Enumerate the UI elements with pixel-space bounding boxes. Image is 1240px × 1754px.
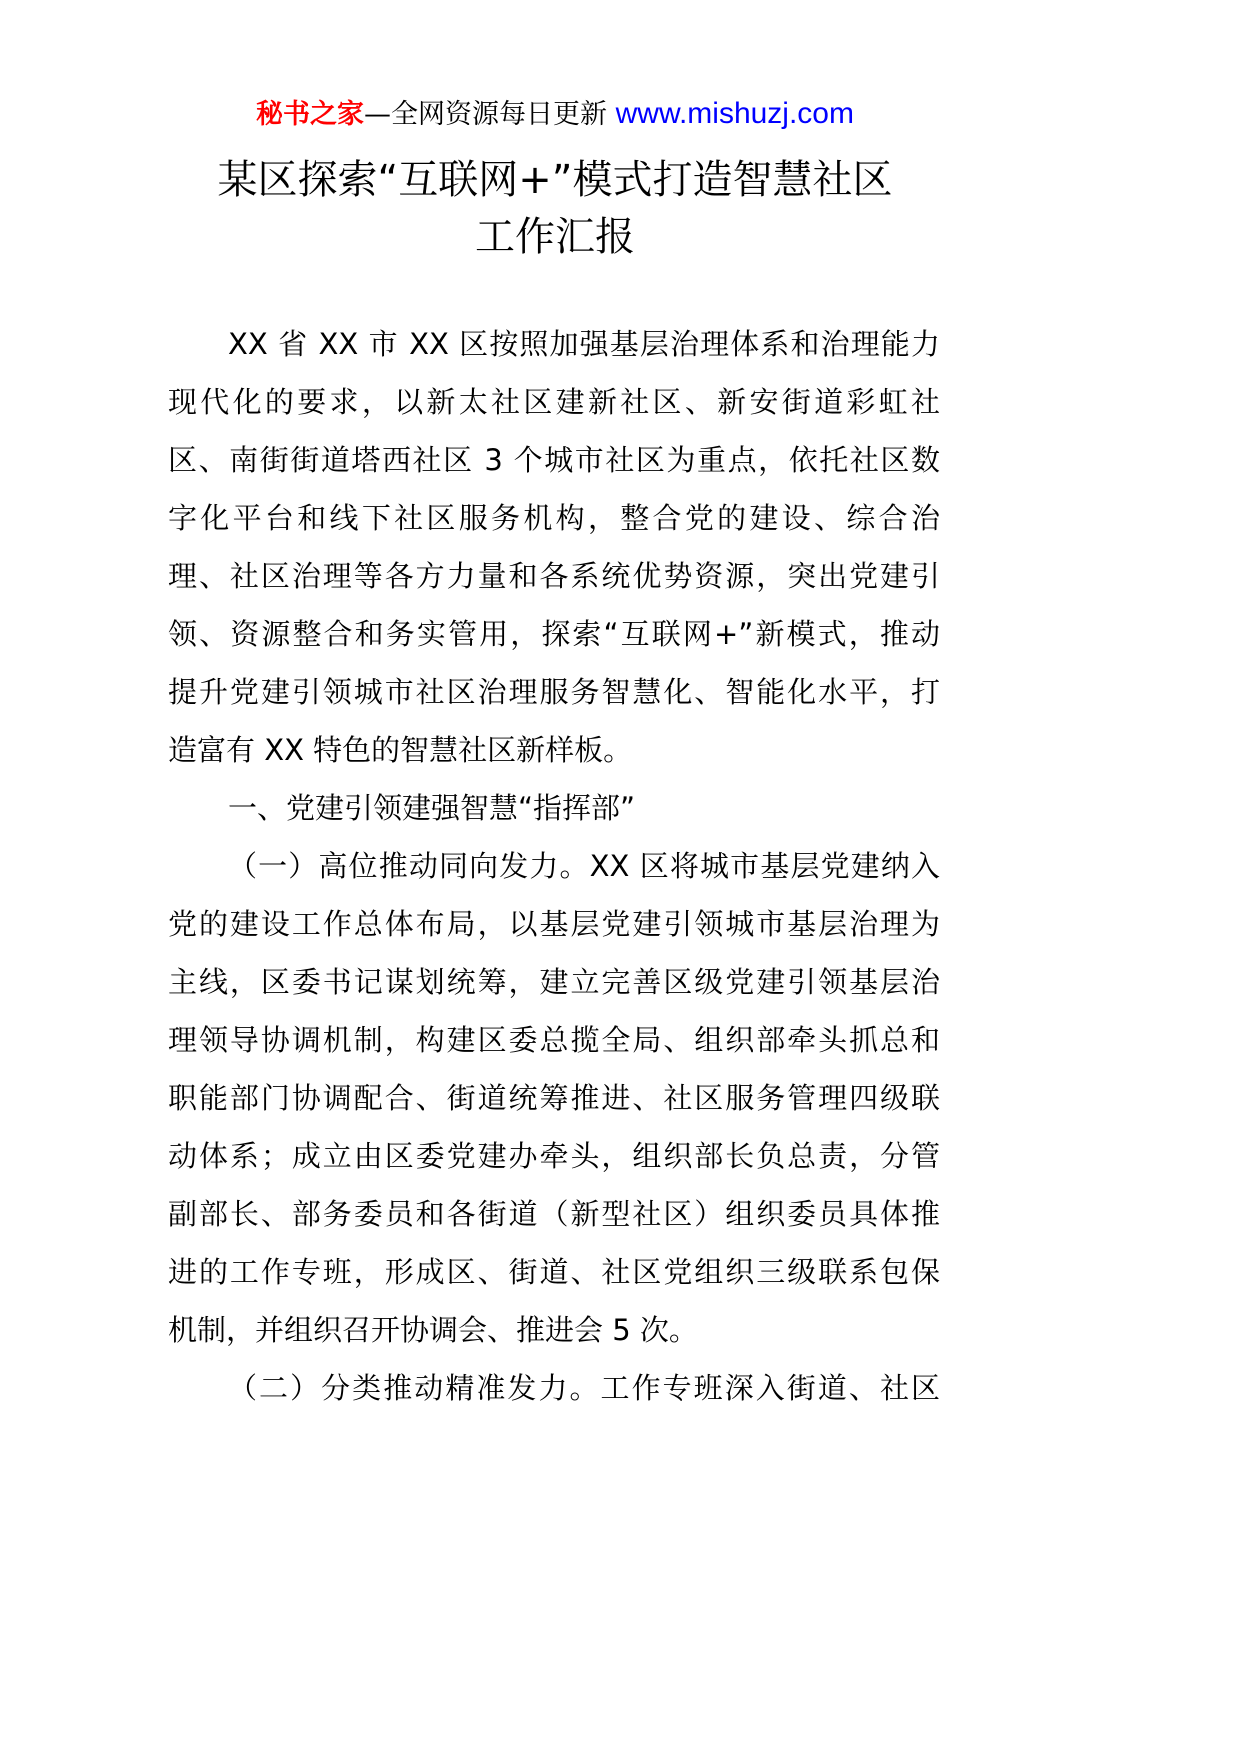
document-title-line-1: 某区探索“互联网+”模式打造智慧社区 (217, 157, 893, 203)
body-text-line: 党的建设工作总体布局，以基层党建引领城市基层治理为 (168, 907, 940, 941)
body-text-line: 字化平台和线下社区服务机构，整合党的建设、综合治 (168, 501, 940, 535)
site-brand: 秘书之家 (256, 99, 365, 130)
site-tagline: —全网资源每日更新 (364, 99, 616, 130)
body-text-line: （一）高位推动同向发力。XX 区将城市基层党建纳入 (228, 849, 940, 883)
body-text-line: 动体系；成立由区委党建办牵头，组织部长负总责，分管 (168, 1139, 940, 1173)
body-text-line: 现代化的要求，以新太社区建新社区、新安街道彩虹社 (168, 385, 940, 419)
body-text-line: XX 省 XX 市 XX 区按照加强基层治理体系和治理能力 (228, 327, 940, 361)
body-text-line: 机制，并组织召开协调会、推进会 5 次。 (168, 1313, 698, 1347)
body-text-line: 造富有 XX 特色的智慧社区新样板。 (168, 733, 633, 767)
body-text-line: 副部长、部务委员和各街道（新型社区）组织委员具体推 (168, 1197, 940, 1231)
body-text-line: 提升党建引领城市社区治理服务智慧化、智能化水平，打 (168, 675, 940, 709)
body-text-line: 理、社区治理等各方力量和各系统优势资源，突出党建引 (168, 559, 940, 593)
body-text-line: 主线，区委书记谋划统筹，建立完善区级党建引领基层治 (168, 965, 940, 999)
body-text-line: 理领导协调机制，构建区委总揽全局、组织部牵头抓总和 (168, 1023, 940, 1057)
section-heading: 一、党建引领建强智慧“指挥部” (228, 791, 636, 825)
site-url-link[interactable]: www.mishuzj.com (615, 97, 854, 130)
body-text-line: 职能部门协调配合、街道统筹推进、社区服务管理四级联 (168, 1081, 940, 1115)
site-header (0, 92, 1110, 131)
body-text-line: 领、资源整合和务实管用，探索“互联网+”新模式，推动 (168, 617, 940, 651)
body-text-line: 区、南街街道塔西社区 3 个城市社区为重点，依托社区数 (168, 443, 940, 477)
document-title-line-2: 工作汇报 (475, 214, 635, 260)
body-text-line: （二）分类推动精准发力。工作专班深入街道、社区 (228, 1371, 940, 1405)
body-text-line: 进的工作专班，形成区、街道、社区党组织三级联系包保 (168, 1255, 940, 1289)
